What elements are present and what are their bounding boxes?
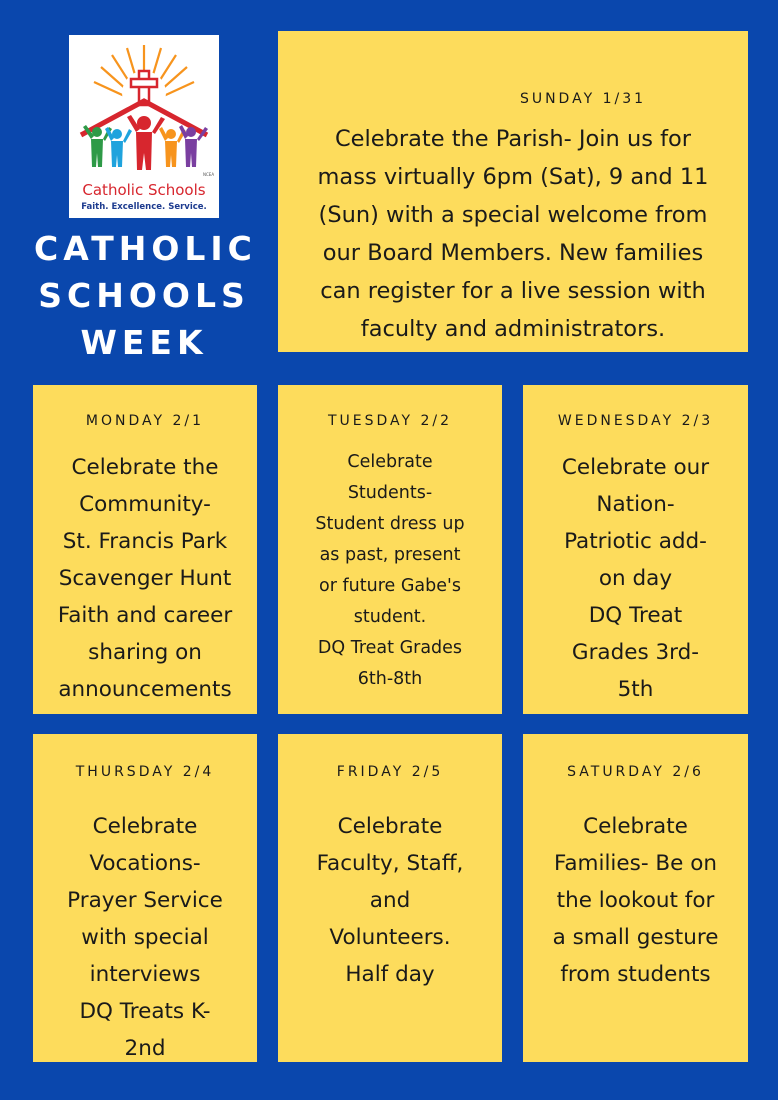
day-description: Celebrate the Parish- Join us for mass virtually 6pm (Sat), 9 and 11 (Sun) with a special welcome from our Board Members. New families can register for a live session with faculty and administrators. [317,126,709,342]
day-label: WEDNESDAY 2/3 [557,413,714,429]
title-line-1: CATHOLIC [34,229,257,268]
day-label: SATURDAY 2/6 [567,764,704,780]
day-label: SUNDAY 1/31 [519,91,647,107]
logo-mark: NCEA [203,172,215,177]
logo-tagline: Faith. Excellence. Service. [81,202,207,212]
catholic-schools-logo [69,35,219,218]
day-card-friday [278,734,502,1062]
day-label: THURSDAY 2/4 [75,764,215,780]
title-line-2: SCHOOLS [38,276,250,315]
day-description: Celebrate Faculty, Staff, and Volunteers. Half day [316,814,464,987]
logo-graphic [69,35,219,218]
day-description: Celebrate Students- Student dress up as past, present or future Gabe's student. DQ Treat Grades 6th-8th [315,452,465,689]
page-title [34,225,257,366]
day-card-wednesday [523,385,748,714]
day-description: Celebrate Families- Be on the lookout for a small gesture from students [552,814,719,987]
day-card-monday [33,385,257,714]
logo-name: Catholic Schools [82,181,206,199]
day-label: MONDAY 2/1 [85,413,205,429]
day-description: Celebrate our Nation- Patriotic add- on day DQ Treat Grades 3rd- 5th [561,455,710,702]
day-card-tuesday [278,385,502,714]
day-description: Celebrate the Community- St. Francis Park Scavenger Hunt Faith and career sharing on announcements [57,455,233,702]
day-label: FRIDAY 2/5 [336,764,444,780]
day-card-thursday [33,734,257,1062]
day-card-sunday [278,31,748,352]
day-description: Celebrate Vocations- Prayer Service with special interviews DQ Treats K- 2nd [67,814,223,1061]
day-card-saturday [523,734,748,1062]
day-label: TUESDAY 2/2 [327,413,453,429]
title-line-3: WEEK [80,323,208,362]
